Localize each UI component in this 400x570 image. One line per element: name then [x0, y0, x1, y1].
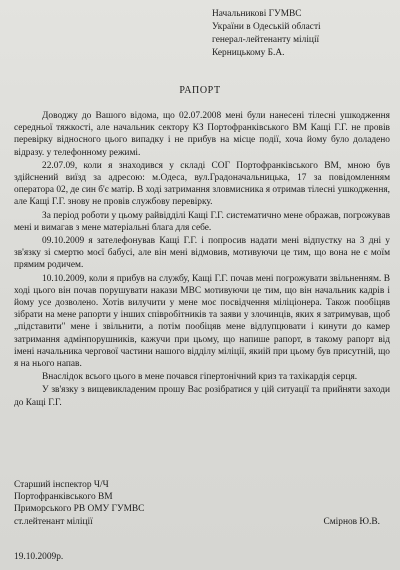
signature-block	[14, 479, 390, 528]
paragraph: У зв'язку з вищевикладеним прошу Вас розібратися у цій ситуації та прийняти заходи до Кащі Г.Г.	[14, 385, 390, 408]
paragraph: Доводжу до Вашого відома, що 02.07.2008 мені були нанесені тілесні ушкодження середньої тяжкості, але начальник сектору КЗ Портофранківського ВМ Кащі Г.Г. не провів перевірку відносного цього випадку і не прибув на місце події, хоча йому було доладено відразу. у телефонному режимі.	[14, 111, 390, 158]
signature-line: Старший інспектор Ч/Ч	[14, 480, 109, 490]
signer-name: Смірнов Ю.В.	[323, 516, 380, 527]
document-date: 19.10.2009р.	[14, 552, 64, 562]
addressee-line: Керницькому Б.А.	[212, 48, 285, 58]
report-body	[14, 110, 390, 410]
document-title: РАПОРТ	[179, 85, 221, 96]
paragraph: Внаслідок всього цього в мене почався гіпертонічний криз та тахікардія серця.	[42, 372, 358, 383]
addressee-block	[212, 8, 398, 60]
addressee-line: генерал-лейтенанту міліції	[212, 35, 320, 45]
addressee-line: Начальникові ГУМВС	[212, 9, 302, 19]
signature-line: ст.лейтенант міліції	[14, 516, 93, 527]
signature-line: Приморського РВ ОМУ ГУМВС	[14, 504, 145, 515]
paragraph: За період роботи у цьому райвідділі Кащі Г.Г. систематично мене ображав, погрожував мені и вимагав з мене матеріальні блага для себе.	[14, 210, 390, 233]
addressee-line: України в Одеській області	[212, 22, 321, 32]
paragraph: 10.10.2009, коли я прибув на службу, Кащі Г.Г. почав мені погрожувати звільненням. В ході цього він почав порушувати накази МВС мотивуючи це тим, що він начальник кадрів і йому усе дозволено. Хотів вилучити у мене моє посвідчення міліціонера. Також пообіцяв зібрати на мене рапорти у інших співробітників та заяви у злочинців, яких я затримував, щоб „підставити" мене і звільнити, а потім пообіцяв мене відлупцювати і кинути до камер затримання адмінпорушників, кажучи при цьому, що напише рапорт, в такому рапорт від імені начальника чергової частини нашого відділу міліції, якиій при цьому був присутній, що я на нього напав.	[14, 273, 390, 370]
paragraph: 09.10.2009 я зателефонував Кащі Г.Г. і попросив надати мені відпустку на 3 дні у зв'язку зі смертю моєї бабусі, але він мені відмовив, мотивуючи це тим, що вона не є моїм прямим родичем.	[14, 236, 390, 271]
signature-line: Портофранківського ВМ	[14, 492, 113, 503]
paragraph: 22.07.09, коли я знаходився у складі СОГ Портофранківського ВМ, мною був здійснений виїзд за адресою: м.Одеса, вул.Градоначальницька, 17 за повідомленням оператора 02, де син б'є матір. В ході затримання зловмисника я отримав тілесні ушкодження, але Кащі Г.Г. знову не провів службову перевірку.	[14, 160, 390, 208]
